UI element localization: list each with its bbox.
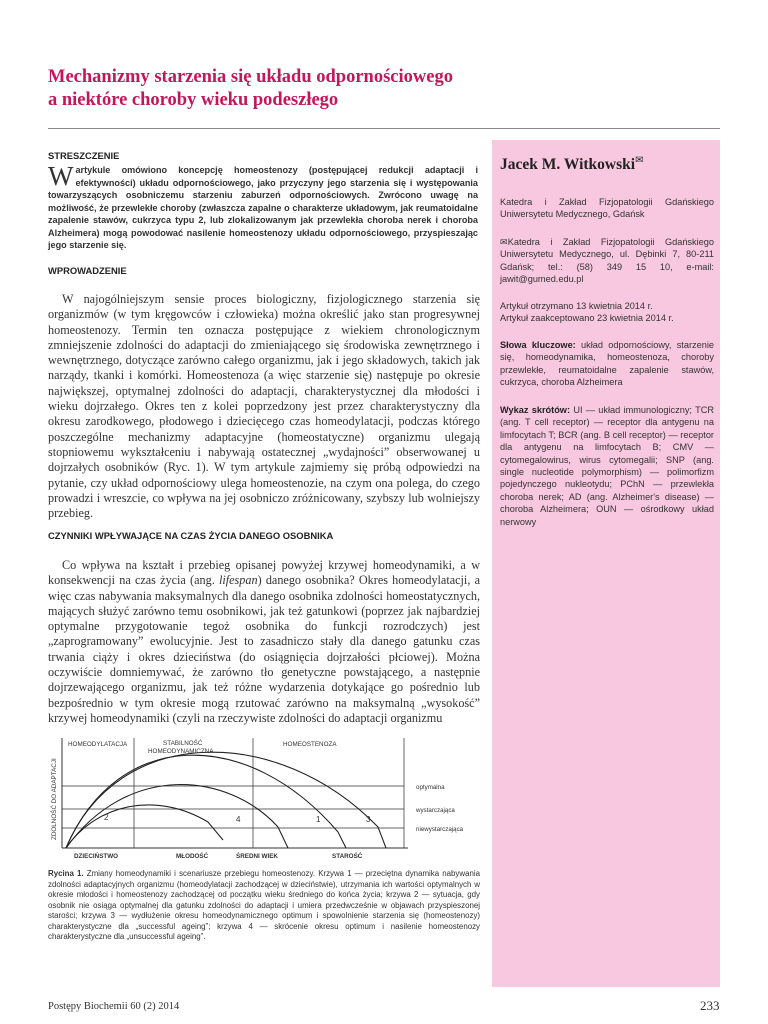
x-mlodosc: MŁODOŚĆ xyxy=(176,853,209,860)
accepted-date: Artykuł zaakceptowano 23 kwietnia 2014 r. xyxy=(500,313,674,323)
page-number: 233 xyxy=(700,998,720,1013)
correspondence: ✉Katedra i Zakład Fizjopatologii Gdańskiego Uniwersytetu Medycznego, ul. Dębinki 7, 80-211 Gdańsk; tel.: (58) 349 15 10, e-mail: jawit@gumed.edu.pl xyxy=(500,237,714,285)
figure-caption: Rycina 1. Zmiany homeodynamiki i scenariusze przebiegu homeostenozy. Krzywa 1 — przeciętna dynamika nabywania zdolności adaptacyjnych organizmu (homeodylatacji zachodzącej w dzieciństwie), utrzymania ich wartości optymalnych w okresie młodości i homeostenozy zachodzącej od początku wieku średniego do końca życia; krzywa 2 — sytuacja, gdy osobnik nie osiąga optymalnej dla gatunku zdolności do adaptacji i umiera przedwcześnie w objawach przyspieszonej starości; krzywa 3 — wydłużenie okresu homeodynamicznego optimum i spowolnienie starzenia się (homeostenozy) charakterystyczne dla „successful ageing”; krzywa 4 — skrócenie okresu optimum i nasilenie homeostenozy charakterystyczne dla „unsuccessful ageing”. xyxy=(48,869,480,941)
figure-homeodynamics xyxy=(48,732,480,864)
figure-ylabel: ZDOLNOŚĆ DO ADAPTACJI xyxy=(51,758,58,840)
label-homeostenoza: HOMEOSTENOZA xyxy=(283,741,337,748)
abstract-heading: STRESZCZENIE xyxy=(48,150,120,161)
envelope-icon: ✉ xyxy=(635,155,644,166)
curve-label-1: 1 xyxy=(316,815,321,824)
curve-2 xyxy=(66,805,223,848)
label-stabilnosc: STABILNOŚĆ xyxy=(163,740,203,747)
affiliation: Katedra i Zakład Fizjopatologii Gdańskiego Uniwersytetu Medycznego, Gdańsk xyxy=(500,197,714,220)
received-date: Artykuł otrzymano 13 kwietnia 2014 r. xyxy=(500,301,653,311)
article-title xyxy=(48,66,568,112)
curve-label-4: 4 xyxy=(236,815,241,824)
title-line-2: a niektóre choroby wieku podeszłego xyxy=(48,90,339,110)
keywords: Słowa kluczowe: układ odpornościowy, starzenie się, homeodynamika, homeostenoza, choroby przewlekłe, reumatoidalne zapalenie stawów, cukrzyca, choroba Alzheimera xyxy=(500,340,714,388)
x-dziecinstwo: DZIECIŃSTWO xyxy=(74,853,119,860)
x-sredni-wiek: ŚREDNI WIEK xyxy=(236,853,278,860)
intro-text: W najogólniejszym sensie proces biologiczny, fizjologicznego starzenia się organizmów (w tym kręgowców i człowieka) można określić jako stan progresywnej homeostenozy. Termin ten oznacza postępujące z wiekiem chronologicznym zmniejszenie zdolności do adaptacji do zmieniającego się środowiska zewnętrznego i wewnętrznego, dotyczące zarówno całego organizmu, jak i jego składowych, takich jak narządy, tkanki i komórki. Homeostenoza (a więc starzenie się) następuje po okresie największej, optymalnej zdolności do adaptacji, charakterystycznej dla młodości i wieku dojrzałego. Okres ten z kolei poprzedzony jest przez charakterystyczny dla okresu zarodkowego, płodowego i dziecięcego czas homeodylatacji, podczas którego poszczególne mechanizmy adaptacyjne (homeostatyczne) organizmu ulegają stopniowemu wykształceniu i nabywają ostatecznej „wydajności” obserwowanej u dojrzałych osobników (Ryc. 1). W tym artykule zajmiemy się próbą odpowiedzi na pytanie, czy układ odpornościowy ulega homeostenozie, na czym ona polega, do czego prowadzi i wreszcie, co wpływa na jej osobniczo zróżnicowany, szybszy lub wolniejszy przebieg. xyxy=(48,292,480,521)
section-text: Co wpływa na kształt i przebieg opisanej powyżej krzywej homeodynamiki, a w konsekwencji na czas życia (ang. lifespan) danego osobnika? Okres homeodylatacji, a więc czas nabywania maksymalnych dla danego osobnika zdolności homeostatycznych, mających służyć zarówno temu osobnikowi, jak też gatunkowi (poprzez jak najbardziej optymalne przygotowanie tegoż osobnika do funkcji rozrodczych) jest „zaprogramowany” ewolucyjnie. Jest to zasadniczo stały dla danego gatunku czas trwania ciąży i okres dzieciństwa (do osiągnięcia dojrzałości płciowej). Można oczywiście domniemywać, że zarówno tło genetyczne powstającego, a następnie dojrzewającego organizmu, jak też różne wydarzenia dotykające go pośrednio lub bezpośrednio w tym okresie mogą rzutować zarówno na maksymalną „wysokość” krzywej homeodynamiki (czyli na rzeczywiste zdolności do adaptacji organizmu xyxy=(48,558,480,725)
level-sufficient: wystarczająca xyxy=(416,807,455,814)
curve-label-2: 2 xyxy=(104,813,109,822)
curve-3 xyxy=(66,752,386,848)
drop-cap: W xyxy=(48,161,74,191)
level-insufficient: niewystarczająca xyxy=(416,826,464,833)
x-starosc: STAROŚĆ xyxy=(332,853,363,860)
level-optimal: optymalna xyxy=(416,784,445,791)
label-homeodylatacja: HOMEODYLATACJA xyxy=(68,741,128,748)
author-name: Jacek M. Witkowski✉ xyxy=(500,155,644,174)
curve-1 xyxy=(66,755,346,848)
abstract-text: Wartykule omówiono koncepcję homeostenozy (postępującej redukcji adaptacji i efektywności) układu odpornościowego, jako przyczyny jego starzenia się i występowania towarzyszących osobniczemu starzeniu zaburzeń odpornościowych. Zwrócono uwagę na możliwość, że przewlekłe choroby (zwłaszcza zapalne o charakterze układowym, jak reumatoidalne zapalenie stawów, cukrzyca typu 2, lub zlokalizowanym jak przewlekła choroba nerek i choroba Alzheimera) mogą powodować nasilenie homeostenozy układu odpornościowego, przyspieszając jego starzenie się. xyxy=(48,161,478,250)
curve-4 xyxy=(66,785,288,848)
intro-heading: WPROWADZENIE xyxy=(48,265,127,276)
label-stabilnosc-2: HOMEODYNAMICZNA xyxy=(148,748,214,755)
section-heading: CZYNNIKI WPŁYWAJĄCE NA CZAS ŻYCIA DANEGO OSOBNIKA xyxy=(48,530,334,541)
journal-footer: Postępy Biochemii 60 (2) 2014 xyxy=(48,1001,180,1012)
title-line-1: Mechanizmy starzenia się układu odpornościowego xyxy=(48,67,453,87)
title-divider xyxy=(48,128,720,129)
abbreviations: Wykaz skrótów: UI — układ immunologiczny; TCR (ang. T cell receptor) — receptor dla antygenu na limfocytach T; BCR (ang. B cell receptor) — receptor dla antygenu na limfocytach B; CMV — cytomegalowirus, wirus cytomegalii; SNP (ang. single nucleotide polymorphism) — polimorfizm pojedynczego nukleotydu; PChN — przewlekła choroba nerek; AD (ang. Alzheimer's disease) — choroba Alzheimera; OUN — ośrodkowy układ nerwowy xyxy=(500,405,715,527)
envelope-icon: ✉ xyxy=(500,237,508,247)
curve-label-3: 3 xyxy=(366,815,371,824)
